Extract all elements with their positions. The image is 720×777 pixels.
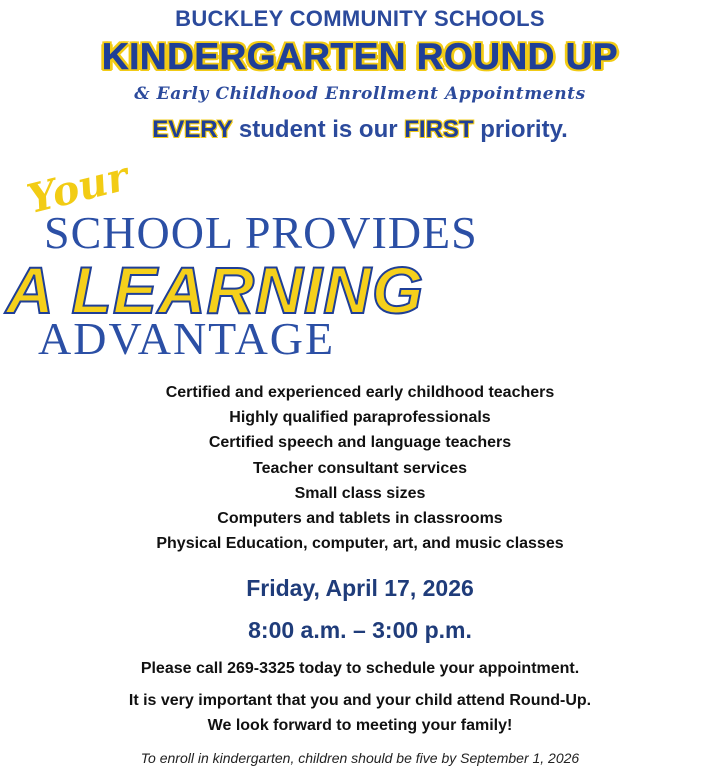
feature-item: Physical Education, computer, art, and music classes [156, 535, 564, 553]
feature-item: Certified and experienced early childhood teachers [165, 384, 555, 401]
slogan-school-provides: SCHOOL PROVIDES [44, 207, 478, 258]
priority-first: FIRST [404, 116, 474, 143]
feature-item: Teacher consultant services [252, 459, 468, 477]
feature-item: Certified speech and language teachers [208, 434, 512, 452]
enrollment-subtitle: & Early Childhood Enrollment Appointments [134, 84, 586, 104]
closing-line: We look forward to meeting your family! [207, 717, 513, 734]
feature-list [0, 380, 720, 556]
priority-tagline [0, 116, 720, 144]
call-to-action: Please call 269-3325 today to schedule your appointment. [140, 660, 580, 677]
slogan-a-learning: A LEARNING [6, 253, 425, 327]
feature-item: Computers and tablets in classrooms [217, 510, 503, 528]
event-title: KINDERGARTEN ROUND UP [101, 36, 619, 77]
district-name: BUCKLEY COMMUNITY SCHOOLS [175, 6, 545, 31]
feature-item: Highly qualified paraprofessionals [229, 409, 491, 427]
priority-every: EVERY [152, 116, 233, 143]
your-script-text: Your [22, 152, 133, 223]
priority-end: priority. [473, 116, 568, 143]
priority-middle: student is our [232, 116, 405, 143]
event-date: Friday, April 17, 2026 [246, 575, 474, 601]
attendance-note: It is very important that you and your child attend Round-Up. [128, 692, 592, 709]
enrollment-age-note: To enroll in kindergarten, children should be five by September 1, 2026 [140, 750, 580, 766]
event-time: 8:00 a.m. – 3:00 p.m. [248, 617, 472, 643]
slogan-advantage: ADVANTAGE [38, 313, 336, 364]
feature-item: Small class sizes [294, 484, 426, 502]
